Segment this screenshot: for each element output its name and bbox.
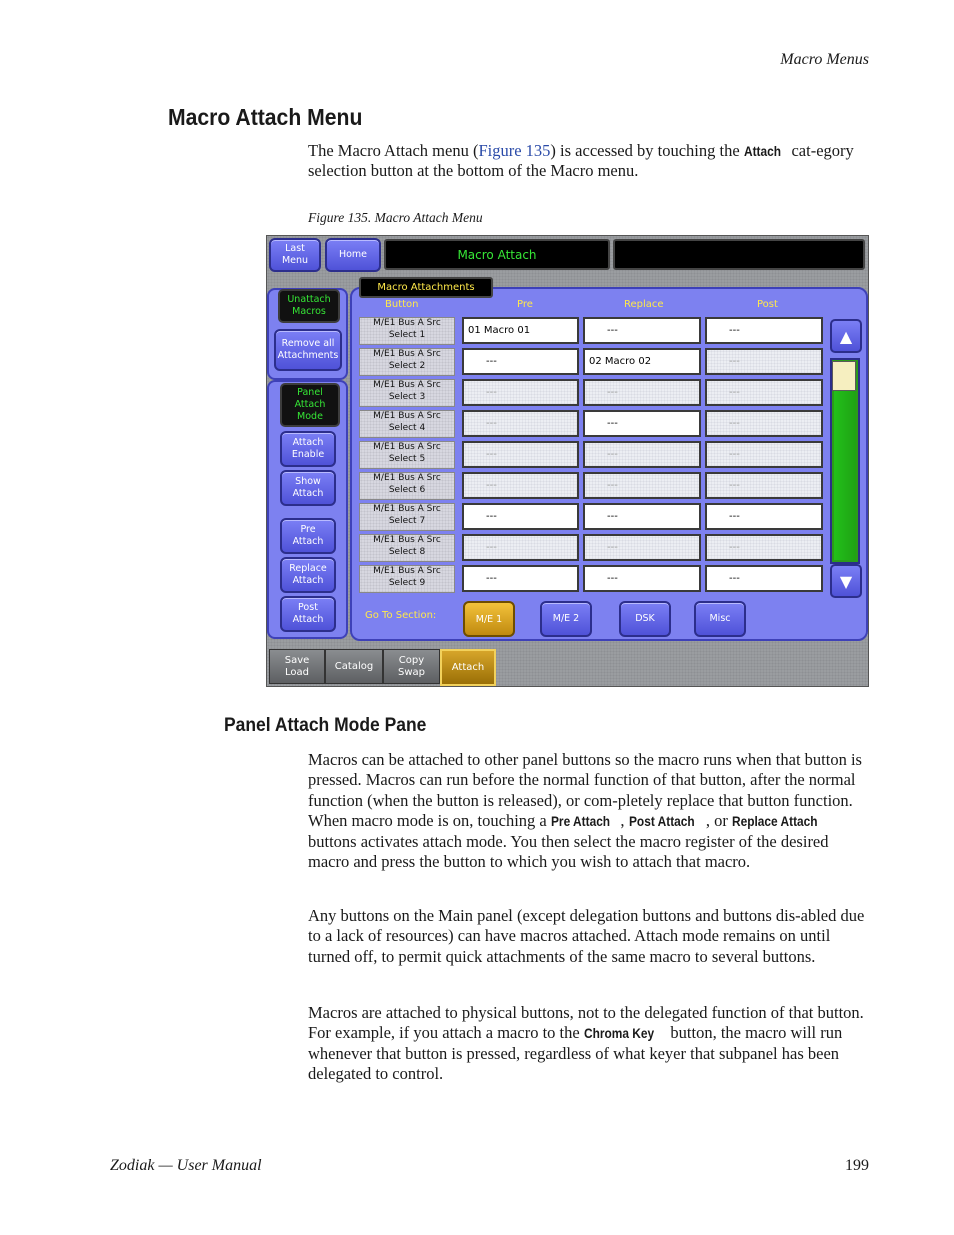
home-button[interactable]: Home (325, 238, 381, 272)
page-number: 199 (845, 1157, 869, 1174)
cell-post[interactable]: --- (705, 441, 823, 468)
cell-pre[interactable]: --- (462, 348, 579, 375)
section-title: Macro Attach Menu (168, 104, 363, 130)
intro-paragraph (308, 141, 872, 182)
scroll-up-button[interactable] (830, 319, 862, 353)
cell-pre[interactable]: --- (462, 565, 579, 592)
p3-text-1: Macros are attached to physical buttons, not to the delegated function of that button. For example, if you attach a macro to the (308, 1003, 864, 1043)
row-button-label[interactable]: M/E1 Bus A Src Select 7 (359, 503, 455, 531)
post-attach-keyword: Post Attach (628, 813, 695, 830)
scroll-down-button[interactable] (830, 564, 862, 598)
cell-replace[interactable]: --- (583, 379, 701, 406)
cell-pre[interactable]: --- (462, 472, 579, 499)
paragraph-2: Any buttons on the Main panel (except delegation buttons and buttons dis-abled due to a lack of resources) can have macros attached. Attach mode remains on until turned off, to permit quick attachments of the same macro to several buttons. (308, 906, 865, 966)
cell-pre[interactable]: --- (462, 534, 579, 561)
attach-keyword: Attach (743, 143, 781, 159)
cell-pre[interactable]: --- (462, 503, 579, 530)
row-button-label[interactable]: M/E1 Bus A Src Select 1 (359, 317, 455, 345)
cell-replace[interactable]: 02 Macro 02 (583, 348, 701, 375)
remove-all-attachments-button[interactable]: Remove all Attachments (274, 329, 342, 371)
cell-replace[interactable]: --- (583, 503, 701, 530)
cell-post[interactable]: --- (705, 565, 823, 592)
intro-text-2: ) is accessed by touching the (550, 141, 744, 160)
row-button-label[interactable]: M/E1 Bus A Src Select 8 (359, 534, 455, 562)
subsection-title: Panel Attach Mode Pane (224, 715, 427, 736)
figure-caption: Figure 135. Macro Attach Menu (308, 210, 483, 225)
cell-post[interactable]: --- (705, 534, 823, 561)
cell-replace[interactable]: --- (583, 565, 701, 592)
row-button-label[interactable]: M/E1 Bus A Src Select 9 (359, 565, 455, 593)
row-button-label[interactable]: M/E1 Bus A Src Select 4 (359, 410, 455, 438)
tab-attach[interactable]: Attach (440, 649, 496, 686)
cell-post[interactable]: --- (705, 472, 823, 499)
menu-title-bar: Macro Attach (384, 239, 610, 270)
post-attach-button[interactable]: Post Attach (280, 596, 336, 632)
column-header-replace: Replace (624, 299, 664, 310)
p3-text-2: button, the macro will run whenever that button is pressed, regardless of what keyer that subpanel has been delegated to control. (308, 1023, 843, 1084)
tab-copy-swap[interactable]: Copy Swap (383, 649, 440, 684)
cell-replace[interactable]: --- (583, 441, 701, 468)
pane-title: Macro Attachments (359, 277, 493, 298)
paragraph-1 (308, 750, 872, 872)
cell-post[interactable]: --- (705, 317, 823, 344)
last-menu-button[interactable]: Last Menu (269, 238, 321, 272)
cell-pre[interactable]: 01 Macro 01 (462, 317, 579, 344)
p1-text-1: Macros can be attached to other panel buttons so the macro runs when that button is pressed. Macros can run before the normal function of that button, after the normal function (when the button is released), or com-pletely replace that button function. When macro mode is on, touching a (308, 750, 862, 831)
paragraph-3 (308, 1003, 872, 1085)
cell-replace[interactable]: --- (583, 534, 701, 561)
column-header-pre: Pre (517, 299, 533, 310)
cell-post[interactable]: --- (705, 410, 823, 437)
arrow-down-icon: ▼ (839, 571, 853, 591)
cell-pre[interactable]: --- (462, 379, 579, 406)
tab-catalog[interactable]: Catalog (325, 649, 383, 684)
cell-replace[interactable]: --- (583, 410, 701, 437)
tab-save-load[interactable]: Save Load (269, 649, 325, 684)
column-header-button: Button (385, 299, 419, 310)
macro-attach-menu-screenshot (266, 235, 869, 687)
arrow-up-icon: ▲ (839, 326, 853, 346)
status-bar (613, 239, 865, 270)
cell-pre[interactable]: --- (462, 441, 579, 468)
cell-pre[interactable]: --- (462, 410, 579, 437)
cell-post[interactable]: --- (705, 379, 823, 406)
cell-post[interactable]: --- (705, 503, 823, 530)
cell-post[interactable]: --- (705, 348, 823, 375)
intro-text-3: cat-egory selection button at the bottom of the Macro menu. (308, 141, 854, 181)
row-button-label[interactable]: M/E1 Bus A Src Select 6 (359, 472, 455, 500)
row-button-label[interactable]: M/E1 Bus A Src Select 3 (359, 379, 455, 407)
goto-me1-button[interactable]: M/E 1 (463, 601, 515, 637)
goto-misc-button[interactable]: Misc (694, 601, 746, 637)
p1-text-4: buttons activates attach mode. You then select the macro register of the desired macro and press the button to which you wish to attach that macro. (308, 831, 829, 872)
unattach-macros-button[interactable]: Unattach Macros (278, 289, 340, 323)
figure-link[interactable]: Figure 135 (478, 141, 551, 160)
pre-attach-keyword: Pre Attach (550, 813, 610, 830)
chroma-key-keyword: Chroma Key (583, 1025, 654, 1042)
goto-me2-button[interactable]: M/E 2 (540, 601, 592, 637)
running-head: Macro Menus (780, 51, 869, 68)
intro-text-1: The Macro Attach menu ( (308, 141, 479, 160)
goto-dsk-button[interactable]: DSK (619, 601, 671, 637)
replace-attach-keyword: Replace Attach (732, 813, 818, 830)
scrollbar-thumb[interactable] (832, 361, 856, 391)
column-header-post: Post (757, 299, 778, 310)
attach-enable-button[interactable]: Attach Enable (280, 431, 336, 467)
pre-attach-button[interactable]: Pre Attach (280, 518, 336, 554)
cell-replace[interactable]: --- (583, 317, 701, 344)
row-button-label[interactable]: M/E1 Bus A Src Select 5 (359, 441, 455, 469)
p1-text-3: , or (705, 811, 733, 831)
row-button-label[interactable]: M/E1 Bus A Src Select 2 (359, 348, 455, 376)
cell-replace[interactable]: --- (583, 472, 701, 499)
footer-title: Zodiak — User Manual (110, 1157, 262, 1174)
show-attach-button[interactable]: Show Attach (280, 470, 336, 506)
panel-attach-mode-label: Panel Attach Mode (280, 383, 340, 427)
replace-attach-button[interactable]: Replace Attach (280, 557, 336, 593)
p1-text-2: , (620, 811, 629, 831)
goto-section-label: Go To Section: (365, 610, 437, 621)
